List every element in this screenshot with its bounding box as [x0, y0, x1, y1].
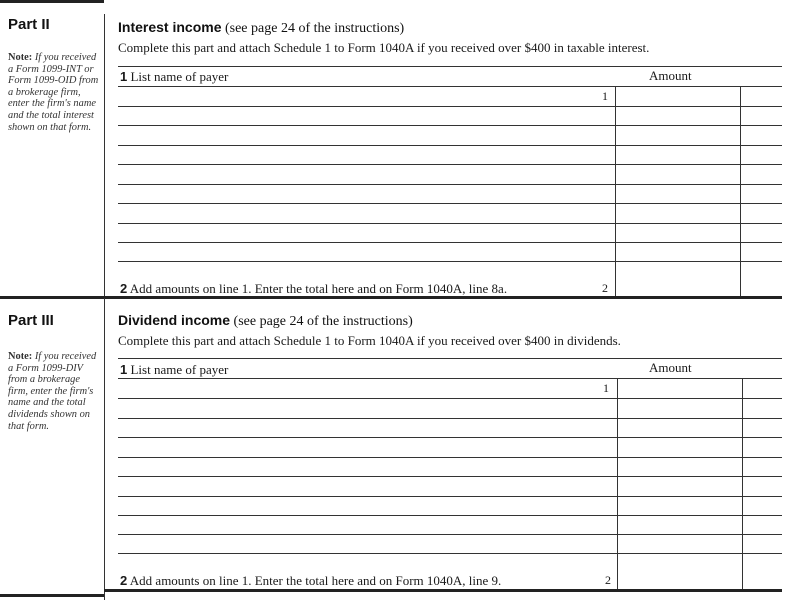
part-ii-total-amount-field[interactable]	[616, 278, 740, 297]
part-ii-grid	[104, 0, 782, 298]
part-iii-line2-box-number: 2	[605, 573, 611, 587]
part-iii-payer-row[interactable]	[118, 438, 782, 457]
part-iii-payer-row[interactable]	[118, 458, 782, 477]
part-ii-payer-row[interactable]	[118, 224, 782, 243]
part-ii-note-body: If you received a Form 1099-INT or Form 1099-OID from a brokerage firm, enter the firm's name and the total interest shown on that form.	[8, 52, 99, 133]
part-iii-note-body: If you received a Form 1099-DIV from a brokerage firm, enter the firm's name and the total dividends shown on that form.	[8, 351, 97, 432]
part-ii-side-note	[8, 52, 100, 133]
part-iii-amount-column-right	[742, 378, 743, 590]
part-iii-payer-row[interactable]	[118, 535, 782, 554]
part-iii-payer-row[interactable]	[118, 379, 782, 398]
part-ii-payer-row[interactable]	[118, 146, 782, 165]
part-ii-payer-row[interactable]	[118, 204, 782, 223]
part-iii-bottom-rule-left	[0, 594, 104, 597]
part-iii-line1-header	[120, 362, 228, 378]
part-iii-payer-row[interactable]	[118, 399, 782, 418]
part-ii-line2-box-number: 2	[602, 281, 608, 295]
part-ii-heading-rest: (see page 24 of the instructions)	[221, 21, 405, 36]
part-iii-line2	[120, 573, 501, 589]
part-ii-payer-row[interactable]	[118, 243, 782, 262]
part-ii-header-rule	[118, 66, 782, 67]
part-iii-payer-row[interactable]	[118, 419, 782, 438]
part-ii-line2-text: Add amounts on line 1. Enter the total here and on Form 1040A, line 8a.	[129, 281, 508, 296]
part-ii-top-rule	[0, 0, 104, 3]
part-iii-header-rule	[118, 358, 782, 359]
part-ii-line1-label: List name of payer	[130, 69, 229, 84]
part-iii-line1-box-number: 1	[603, 381, 609, 395]
part-iii-heading-bold: Dividend income	[118, 312, 231, 328]
part-iii-bottom-rule	[104, 589, 782, 592]
part-ii-payer-row[interactable]	[118, 87, 782, 106]
part-iii-section	[0, 298, 800, 600]
part-iii-total-amount-field[interactable]	[618, 570, 742, 589]
part-iii-label: Part III	[8, 312, 54, 329]
part-ii-line1-box-number: 1	[602, 89, 608, 103]
part-iii-payer-row[interactable]	[118, 516, 782, 535]
part-ii-instruction: Complete this part and attach Schedule 1 to Form 1040A if you received over $400 in taxable interest.	[118, 40, 650, 55]
part-ii-line2	[120, 281, 507, 297]
part-iii-side-note	[8, 351, 100, 432]
part-iii-payer-row[interactable]	[118, 477, 782, 496]
part-ii-section	[0, 0, 800, 298]
part-iii-grid	[104, 298, 782, 600]
part-iii-heading-rest: (see page 24 of the instructions)	[230, 314, 413, 329]
part-iii-amount-header: Amount	[649, 360, 692, 375]
part-ii-amount-column-right	[740, 86, 741, 298]
part-ii-label: Part II	[8, 16, 50, 33]
part-ii-amount-column-left	[615, 86, 616, 298]
part-iii-note-lead: Note:	[8, 351, 33, 362]
part-ii-payer-row[interactable]	[118, 126, 782, 145]
part-ii-payer-row[interactable]	[118, 107, 782, 126]
part-ii-payer-row[interactable]	[118, 185, 782, 204]
part-iii-line2-text: Add amounts on line 1. Enter the total here and on Form 1040A, line 9.	[129, 573, 502, 588]
part-iii-line1-number: 1	[120, 362, 128, 377]
part-iii-amount-column-left	[617, 378, 618, 590]
part-ii-heading-bold: Interest income	[118, 19, 222, 35]
part-iii-line1-label: List name of payer	[130, 362, 229, 377]
part-ii-line1-header	[120, 69, 228, 85]
part-ii-line2-number: 2	[120, 281, 128, 296]
part-iii-instruction: Complete this part and attach Schedule 1 to Form 1040A if you received over $400 in dividends.	[118, 333, 621, 348]
part-ii-payer-row[interactable]	[118, 165, 782, 184]
part-ii-line1-number: 1	[120, 69, 128, 84]
part-ii-note-lead: Note:	[8, 52, 33, 63]
part-ii-amount-header: Amount	[649, 68, 692, 83]
part-iii-payer-row[interactable]	[118, 497, 782, 516]
part-iii-line2-number: 2	[120, 573, 128, 588]
